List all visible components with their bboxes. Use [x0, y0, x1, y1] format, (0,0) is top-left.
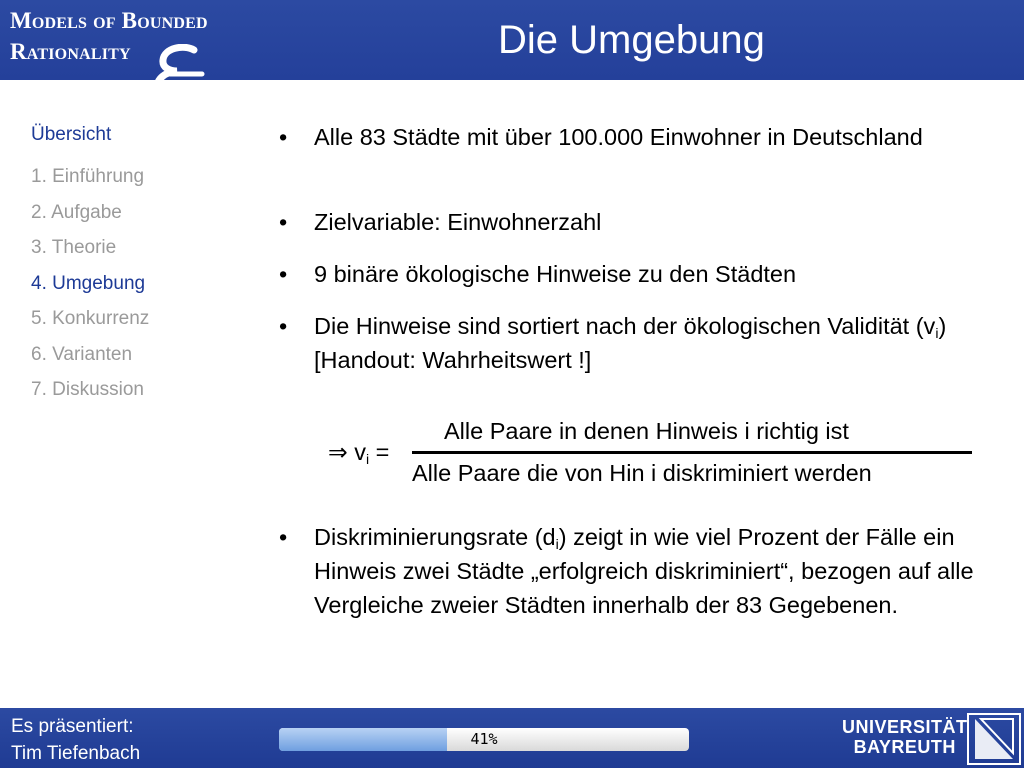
formula-lhs-text: ⇒ v — [328, 439, 366, 465]
title-bar — [0, 0, 1024, 80]
formula-numerator: Alle Paare in denen Hinweis i richtig ist — [444, 418, 849, 444]
sidebar-item-einfuehrung[interactable]: 1. Einführung — [31, 166, 145, 187]
university-logo — [842, 713, 1022, 765]
logo-emblem-icon — [150, 44, 210, 108]
formula-equals: = — [369, 439, 390, 465]
formula-lhs-subscript: i — [365, 451, 370, 467]
logo-text-line-1: Models of Bounded — [10, 8, 208, 33]
bullet-target-variable: • Zielvariable: Einwohnerzahl — [272, 205, 954, 239]
discrimination-subscript: i — [555, 536, 559, 552]
presenter-label: Es präsentiert: — [11, 716, 134, 737]
progress-bar — [279, 728, 689, 751]
validity-subscript: i — [935, 325, 939, 341]
bullet-cues: • 9 binäre ökologische Hinweise zu den Städten — [272, 257, 954, 291]
university-name-line-1: UNIVERSITÄT — [842, 717, 968, 737]
sidebar-item-theorie[interactable]: 3. Theorie — [31, 237, 117, 258]
fraction-line — [412, 451, 972, 454]
sidebar-heading[interactable]: Übersicht — [31, 124, 112, 145]
sidebar-item-diskussion[interactable]: 7. Diskussion — [31, 379, 144, 400]
logo-text-line-2: Rationality — [10, 39, 131, 64]
bullet-discrimination-rate — [272, 520, 1014, 622]
sidebar-item-umgebung[interactable]: 4. Umgebung — [31, 272, 146, 294]
sidebar-item-aufgabe[interactable]: 2. Aufgabe — [31, 201, 122, 223]
bullet-validity-text: Die Hinweise sind sortiert nach der ökologischen Validität (v — [314, 313, 936, 339]
validity-formula — [328, 416, 978, 496]
presenter-name: Tim Tiefenbach — [11, 743, 141, 764]
bullet-validity-text-end: ) [Handout: Wahrheitswert !] — [314, 313, 947, 373]
bullet-discrimination-text-end: ) zeigt in wie viel Prozent der Fälle ein Hinweis zwei Städte „erfolgreich diskriminiert“, bezogen auf alle Vergleiche zweier Städten innerhalb der 83 Gegebenen. — [314, 524, 974, 618]
bullet-cities: • Alle 83 Städte mit über 100.000 Einwohner in Deutschland — [272, 120, 954, 154]
bullet-discrimination-text: Diskriminierungsrate (d — [314, 524, 556, 550]
university-mark-icon — [967, 713, 1021, 765]
progress-label: 41% — [470, 730, 498, 748]
presenter-info — [11, 713, 140, 767]
formula-denominator: Alle Paare die von Hin i diskriminiert werden — [412, 460, 872, 486]
university-name-line-2: BAYREUTH — [853, 737, 956, 757]
university-name — [842, 717, 968, 757]
sidebar-item-konkurrenz[interactable]: 5. Konkurrenz — [31, 308, 150, 329]
sidebar-nav — [31, 124, 231, 415]
sidebar-item-varianten[interactable]: 6. Varianten — [31, 343, 133, 365]
bullet-validity — [272, 309, 974, 377]
slide-title: Die Umgebung — [498, 18, 765, 62]
formula-lhs — [328, 438, 389, 466]
